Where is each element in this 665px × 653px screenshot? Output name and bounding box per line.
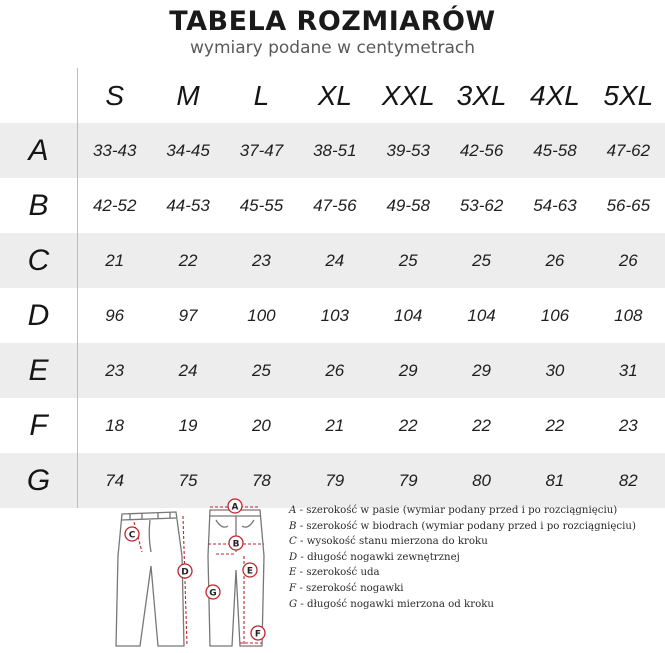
- svg-text:B: B: [232, 539, 240, 550]
- table-cell: 30: [545, 360, 565, 380]
- svg-text:F: F: [254, 629, 262, 640]
- table-cell: 24: [325, 250, 345, 270]
- table-cell: 31: [618, 360, 638, 380]
- table-cell: 45-58: [533, 140, 577, 160]
- table-cell: 75: [178, 470, 198, 490]
- svg-text:A: A: [231, 502, 239, 513]
- legend-text: - szerokość nogawki: [296, 582, 404, 594]
- table-cell: 108: [614, 305, 643, 325]
- svg-text:G: G: [209, 588, 217, 599]
- size-header-row: [0, 68, 665, 123]
- table-cell: 80: [472, 470, 492, 490]
- table-cell: 23: [105, 360, 125, 380]
- size-header: S: [105, 79, 125, 111]
- svg-text:C: C: [128, 530, 136, 541]
- row-label: G: [0, 453, 78, 508]
- table-cell: 47-56: [313, 195, 357, 215]
- table-cell: 26: [618, 250, 638, 270]
- table-row: [0, 233, 665, 288]
- marker-f: [251, 626, 265, 640]
- table-cell: 104: [394, 305, 423, 325]
- legend-item-g: [289, 597, 659, 613]
- row-label: C: [0, 233, 78, 288]
- table-row: [0, 123, 665, 178]
- table-cell: 44-53: [166, 195, 210, 215]
- table-cell: 38-51: [313, 140, 357, 160]
- legend-key: B: [289, 520, 297, 532]
- legend-text: - długość nogawki mierzona od kroku: [297, 598, 494, 610]
- size-header: M: [176, 79, 200, 111]
- marker-e: [243, 563, 257, 577]
- legend-item-b: [289, 519, 659, 535]
- table-row: [0, 453, 665, 508]
- table-cell: 25: [251, 360, 271, 380]
- legend-key: E: [289, 567, 297, 579]
- table-cell: 78: [251, 470, 271, 490]
- table-cell: 103: [320, 305, 349, 325]
- measurement-lines: [134, 507, 264, 646]
- row-label: E: [0, 343, 78, 398]
- table-cell: 74: [105, 470, 125, 490]
- table-cell: 26: [545, 250, 565, 270]
- table-cell: 19: [178, 415, 198, 435]
- table-cell: 47-62: [606, 140, 651, 160]
- row-label: D: [0, 288, 78, 343]
- table-cell: 23: [618, 415, 638, 435]
- table-cell: 106: [540, 305, 570, 325]
- legend-key: G: [289, 598, 298, 610]
- size-header: L: [253, 79, 270, 111]
- size-header: 5XL: [603, 79, 654, 111]
- table-cell: 33-43: [92, 140, 137, 160]
- page-subtitle: wymiary podane w centymetrach: [190, 38, 475, 58]
- table-cell: 96: [105, 305, 125, 325]
- legend-key: A: [289, 505, 297, 516]
- table-cell: 18: [105, 415, 125, 435]
- table-cell: 42-56: [459, 140, 504, 160]
- size-header: XXL: [381, 79, 435, 111]
- row-label: A: [0, 123, 78, 178]
- marker-a: [228, 499, 242, 513]
- svg-text:E: E: [246, 566, 254, 577]
- page-title: TABELA ROZMIARÓW: [169, 6, 496, 37]
- marker-b: [229, 536, 243, 550]
- table-cell: 21: [105, 250, 125, 270]
- table-cell: 79: [325, 470, 345, 490]
- table-cell: 25: [472, 250, 492, 270]
- table-cell: 20: [251, 415, 271, 435]
- table-cell: 29: [472, 360, 492, 380]
- table-cell: 34-45: [166, 140, 210, 160]
- table-cell: 81: [545, 470, 565, 490]
- size-header: XL: [317, 79, 352, 111]
- svg-text:D: D: [181, 567, 189, 578]
- size-header: 3XL: [456, 79, 507, 111]
- marker-c: [125, 527, 139, 541]
- legend-item-a: [289, 503, 659, 519]
- table-row: [0, 398, 665, 453]
- table-cell: 37-47: [239, 140, 284, 160]
- trousers-front-view: [208, 510, 264, 646]
- table-cell: 25: [398, 250, 418, 270]
- table-row: [0, 288, 665, 343]
- legend-text: - szerokość uda: [296, 567, 380, 579]
- legend-item-f: [289, 581, 659, 597]
- table-cell: 49-58: [386, 195, 430, 215]
- table-cell: 97: [178, 305, 198, 325]
- table-cell: 24: [178, 360, 198, 380]
- trousers-measurement-diagram: [104, 496, 284, 653]
- legend-text: - wysokość stanu mierzona do kroku: [296, 536, 488, 548]
- table-cell: 45-55: [239, 195, 284, 215]
- table-row: [0, 343, 665, 398]
- table-cell: 82: [618, 470, 638, 490]
- table-cell: 100: [247, 305, 276, 325]
- marker-g: [206, 585, 220, 599]
- legend-key: F: [289, 582, 297, 594]
- legend-key: C: [289, 536, 297, 548]
- table-cell: 29: [398, 360, 418, 380]
- table-cell: 22: [545, 415, 565, 435]
- table-cell: 39-53: [386, 140, 430, 160]
- legend-item-e: [289, 565, 659, 581]
- table-cell: 22: [178, 250, 198, 270]
- table-cell: 79: [398, 470, 418, 490]
- table-cell: 23: [251, 250, 271, 270]
- table-cell: 22: [398, 415, 418, 435]
- row-label: B: [0, 178, 78, 233]
- measurement-legend: [289, 503, 659, 612]
- table-cell: 104: [467, 305, 496, 325]
- table-row: [0, 178, 665, 233]
- table-cell: 22: [472, 415, 492, 435]
- legend-text: - długość nogawki zewnętrznej: [297, 551, 460, 563]
- table-cell: 53-62: [459, 195, 504, 215]
- legend-key: D: [289, 551, 298, 563]
- legend-text: - szerokość w biodrach (wymiar podany przed i po rozciągnięciu): [296, 520, 636, 532]
- marker-d: [178, 564, 192, 578]
- legend-text: - szerokość w pasie (wymiar podany przed i po rozciągnięciu): [296, 505, 618, 516]
- size-table: [0, 68, 665, 508]
- size-header: 4XL: [530, 79, 580, 111]
- table-cell: 54-63: [533, 195, 577, 215]
- corner-cell: [0, 68, 78, 123]
- table-cell: 56-65: [606, 195, 651, 215]
- legend-item-c: [289, 534, 659, 550]
- table-cell: 21: [325, 415, 345, 435]
- legend-item-d: [289, 550, 659, 566]
- table-cell: 26: [325, 360, 345, 380]
- table-cell: 42-52: [92, 195, 137, 215]
- row-label: F: [0, 398, 78, 453]
